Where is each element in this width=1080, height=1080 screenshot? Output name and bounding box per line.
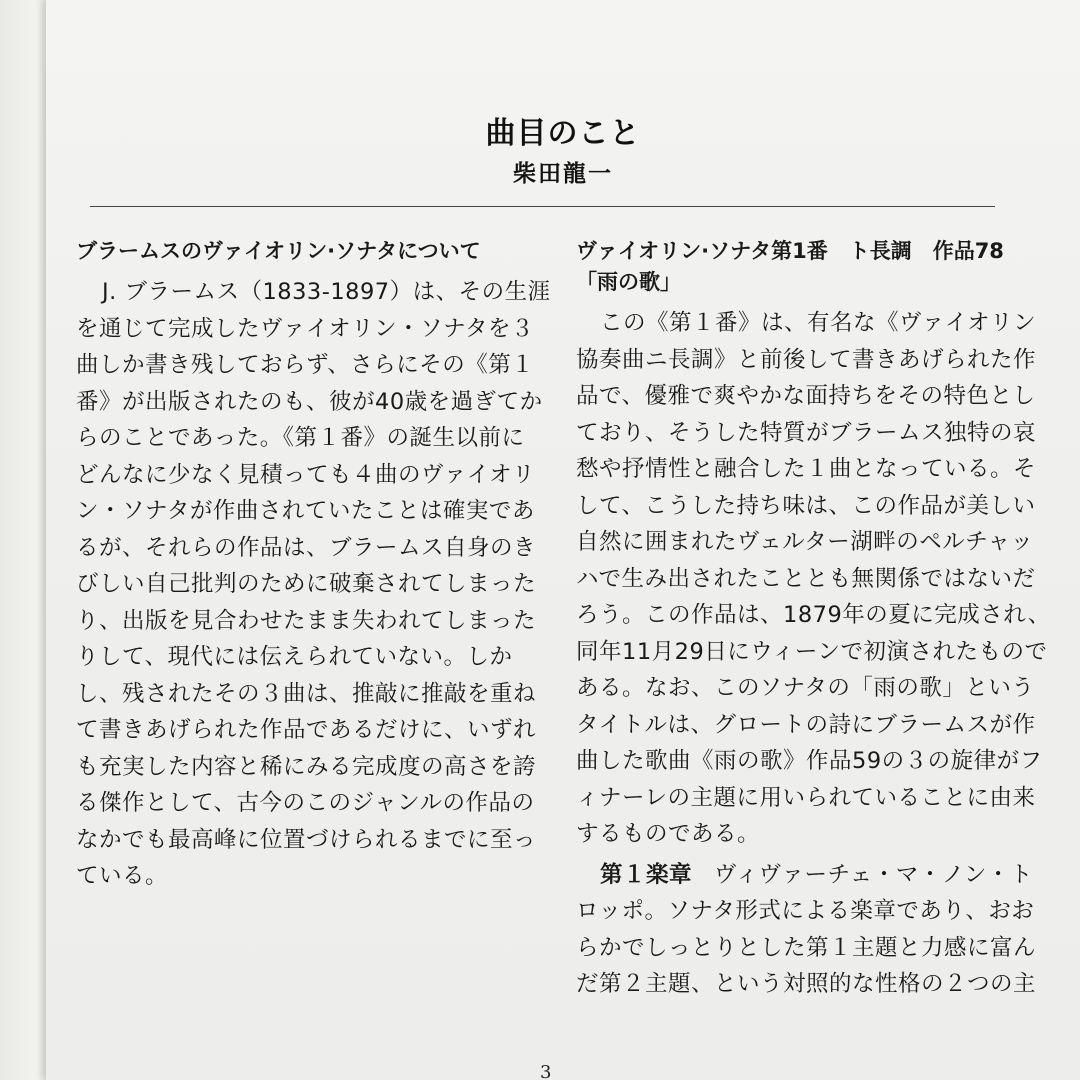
right-column-subheading: 「雨の歌」 [576, 270, 681, 294]
text-line: びしい自己批判のために破棄されてしまった [76, 571, 537, 597]
text-line: J. ブラームス（1833-1897）は、その生涯 [102, 279, 551, 305]
movement-label: 第１楽章 [600, 861, 693, 888]
text-line: りして、現代には伝えられていない。しか [76, 644, 513, 670]
text-line: 曲しか書き残しておらず、さらにその《第１ [76, 352, 535, 378]
text-line: 自然に囲まれたヴェルター湖畔のペルチャッ [576, 529, 1034, 555]
text-line: して、こうした持ち味は、この作品が美しい [576, 492, 1036, 519]
text-line: タイトルは、グロートの詩にブラームスが作 [576, 711, 1036, 738]
text-line: て書きあげられた作品であるだけに、いずれ [76, 717, 537, 743]
previous-page-edge [0, 0, 52, 1080]
text-line: ハで生み出されたこととも無関係ではないだ [576, 565, 1036, 592]
text-line: どんなに少なく見積っても４曲のヴァイオリ [76, 461, 536, 488]
text-line: も充実した内容と稀にみる完成度の高さを誇 [76, 753, 537, 780]
text-line: ィナーレの主題に用いられていることに由来 [576, 784, 1036, 811]
text-line: ており、そうした特質がブラームス独特の哀 [576, 419, 1037, 446]
text-line: 番》が出版されたのも、彼が40歳を過ぎてか [76, 388, 543, 415]
text-line: ン・ソナタが作曲されていたことは確実であ [76, 498, 535, 524]
text-line: だ第２主題、という対照的な性格の２つの主 [576, 971, 1037, 997]
text-line: ろう。この作品は、1879年の夏に完成され、 [576, 602, 1051, 628]
text-line: するものである。 [576, 821, 761, 847]
text-line: 品で、優雅で爽やかな面持ちをその特色とし [576, 383, 1036, 409]
movement-title: ヴィヴァーチェ・マ・ノン・ト [714, 861, 1033, 888]
text-line: ている。 [76, 863, 169, 889]
left-column [76, 236, 551, 895]
booklet-page [46, 0, 1080, 1080]
left-column-heading: ブラームスのヴァイオリン·ソナタについて [76, 239, 481, 263]
author-name: 柴田龍一 [513, 161, 613, 187]
text-line: を通じて完成したヴァイオリン・ソナタを３ [76, 315, 534, 342]
left-column-body [76, 274, 551, 895]
right-column [576, 236, 1051, 1003]
page-title: 曲目のこと [485, 116, 641, 151]
text-line: ロッポ。ソナタ形式による楽章であり、おお [576, 898, 1035, 924]
text-line: 愁や抒情性と融合した１曲となっている。そ [576, 456, 1037, 482]
text-line: ある。なお、このソナタの「雨の歌」という [576, 675, 1035, 701]
text-line: し、残されたその３曲は、推敲に推敲を重ね [76, 680, 537, 707]
text-line: 同年11月29日にウィーンで初演されたもので [576, 638, 1048, 665]
page-number: 3 [540, 1062, 552, 1080]
right-column-heading: ヴァイオリン·ソナタ第1番 ト長調 作品78 [576, 239, 1004, 263]
text-line: 協奏曲ニ長調》と前後して書きあげられた作 [576, 346, 1037, 373]
text-line: らかでしっとりとした第１主題と力感に富ん [576, 934, 1037, 961]
text-line: らのことであった。《第１番》の誕生以前に [76, 425, 525, 451]
text-line: る傑作として、古今のこのジャンルの作品の [76, 790, 535, 816]
title-divider [90, 206, 995, 207]
text-line: この《第１番》は、有名な《ヴァイオリン [600, 310, 1037, 336]
right-column-body [576, 305, 1051, 1003]
movement-line [576, 857, 1046, 894]
text-line: なかでも最高峰に位置づけられるまでに至っ [76, 826, 537, 853]
text-line: るが、それらの作品は、ブラームス自身のき [76, 534, 537, 561]
text-line: 曲した歌曲《雨の歌》作品59の３の旋律がフ [576, 748, 1043, 774]
text-line: り、出版を見合わせたまま失われてしまった [76, 607, 537, 634]
